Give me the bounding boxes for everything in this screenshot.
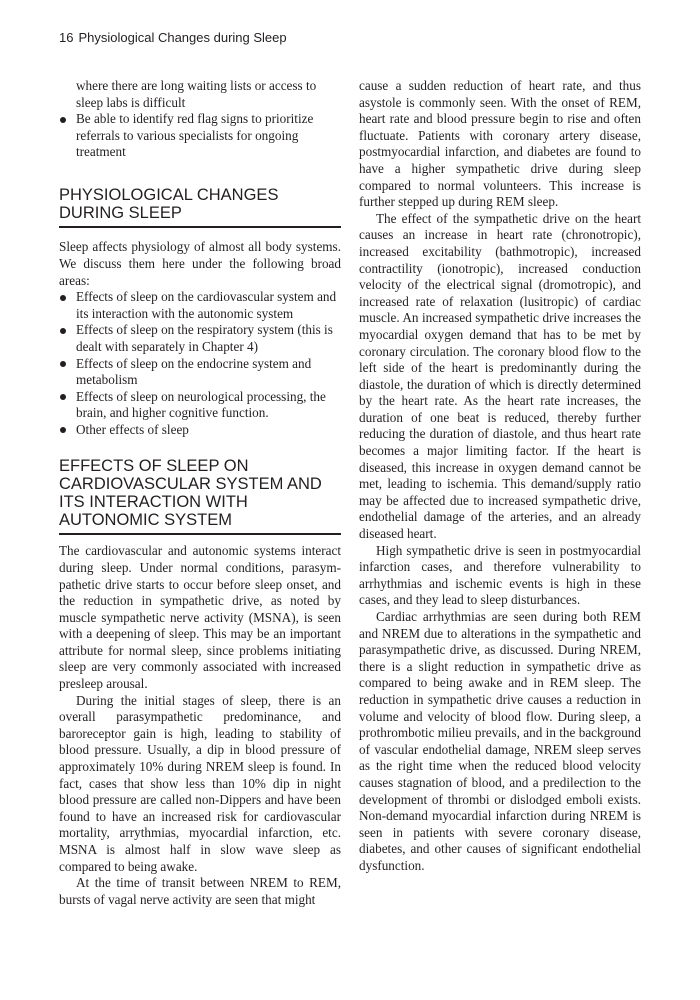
list-item: Be able to identify red flag signs to prioritize referrals to various specialists for ongoing treatment	[59, 111, 341, 161]
body-paragraph: The effect of the sympathetic drive on the heart causes an increase in heart rate (chronotropic), increased excitability (bathmotropic), increased contractility (ionotropic), increased conduction velocity of the electrical signal (dromotropic), and increased rate of relaxation (lusitropic) of cardiac muscle. An increased sympathetic drive increases the myocardial oxygen demand that has to be met by coronary circulation. The coronary blood flow to the left side of the heart is predominantly during the diastole, the duration of which is directly determined by the heart rate. As the heart rate increases, the duration of one beat is reduced, thereby further reducing the duration of diastole, and thus heart rate becomes a major limiting factor. If the heart is diseased, this increase in oxygen demand cannot be met, leading to ischemia. This demand/supply ratio may be affected due to increased sympathetic drive, endothelial damage of the arteries, and an already diseased heart.	[359, 210, 641, 542]
list-item: Effects of sleep on the respiratory system (this is dealt with separately in Chapter 4)	[59, 322, 341, 355]
body-paragraph: During the initial stages of sleep, there is an overall parasympathetic predominance, and baroreceptor gain is high, leading to stability of blood pressure. Usually, a dip in blood pressure of approximately 10% during NREM sleep is found. In fact, cases that show less than 10% dip in night blood pressure are called non-Dippers and have been found to have an increased risk for cardiovascular mortality, arrythmias, myocardial infarction, etc. MSNA is almost half in slow wave sleep as compared to being awake.	[59, 692, 341, 874]
body-paragraph: Cardiac arrhythmias are seen during both REM and NREM due to alterations in the sympathetic and parasympathetic drive, as discussed. During NREM, there is a slight reduction in sympathetic drive as compared to being awake and in REM sleep. The reduction in sympathetic drive causes a reduction in volume and velocity of blood flow. During sleep, a prothrombotic milieu prevails, and in the background of vascular endothelial damage, NREM sleep serves as the right time when the reduced blood velocity causes stagnation of blood, and a predilection to the development of thrombi or dislodged emboli exists. Non-demand myocardial infarction during NREM is seen in patients with severe coronary disease, diabetes, and other causes of significant endothelial dysfunction.	[359, 609, 641, 873]
list-item: Effects of sleep on the endocrine system and metabolism	[59, 356, 341, 389]
section-heading-cardiovascular: EFFECTS OF SLEEP ON CARDIOVASCULAR SYSTEM AND ITS INTERACTION WITH AUTONOMIC SYSTEM	[59, 457, 341, 536]
list-item: Effects of sleep on the cardiovascular system and its interaction with the autonomic system	[59, 289, 341, 322]
list-item: Other effects of sleep	[59, 422, 341, 439]
continued-bullet-text: where there are long waiting lists or access to sleep labs is difficult	[76, 78, 317, 110]
list-item: Effects of sleep on neurological processing, the brain, and higher cognitive function.	[59, 389, 341, 422]
running-head	[59, 30, 287, 45]
body-paragraph: High sympathetic drive is seen in postmyocardial infarction cases, and therefore vulnerability to arrhythmias and ischemic events is high in these cases, and they lead to sleep disturbances.	[359, 542, 641, 608]
continued-paragraph: cause a sudden reduction of heart rate, and thus asystole is commonly seen. With the onset of REM, heart rate and blood pressure begin to rise and often fluctuate. Patients with coronary artery disease, postmyocardial infarction, and diabetes are found to have a higher sympathetic drive during sleep compared to normal volunteers. This increase is further stepped up during REM sleep.	[359, 78, 641, 210]
page-number: 16	[59, 30, 74, 45]
top-bullet-list	[59, 111, 341, 161]
body-systems-list	[59, 289, 341, 438]
section-intro-paragraph: Sleep affects physiology of almost all body systems. We discuss them here under the following broad areas:	[59, 239, 341, 288]
body-paragraph: At the time of transit between NREM to REM, bursts of vagal nerve activity are seen that might	[59, 875, 341, 907]
left-column	[59, 78, 341, 908]
body-paragraph: The cardiovascular and autonomic systems interact during sleep. Under normal conditions, parasympathetic drive starts to occur before sleep onset, and the reduction in sympathetic drive, as noted by muscle sympathetic nerve activity (MSNA), is seen with a deepening of sleep. This may be an important attribute for normal sleep, since problems initiating sleep are very commonly associated with increased presleep arousal.	[59, 543, 341, 692]
right-column	[359, 78, 641, 875]
running-head-title: Physiological Changes during Sleep	[78, 30, 287, 45]
section-heading-physiological-changes: PHYSIOLOGICAL CHANGES DURING SLEEP	[59, 186, 341, 228]
